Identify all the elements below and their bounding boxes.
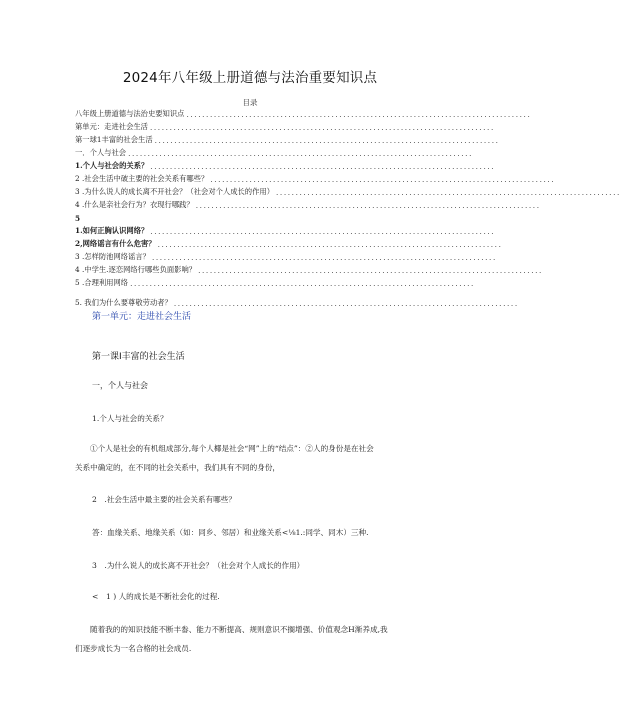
unit-heading: 第一单元：走进社会生活 — [92, 312, 192, 322]
toc-entry[interactable]: 5 — [75, 214, 81, 223]
toc-entry[interactable]: 2,网络谣言有什么危害？ ........................................................................................ — [75, 239, 503, 249]
toc-leader-dots: ........................................................................................ — [154, 136, 500, 145]
toc-leader-dots: ........................................................................................ — [150, 162, 496, 171]
toc-entry[interactable]: 2 .社会生活中破主要的社会关系有哪些？ ........................................................................................ — [75, 174, 556, 184]
answer-3-cont: 们逐步成长为一名合格的社会成员. — [75, 644, 192, 653]
toc-leader-dots: ........................................................................................ — [195, 201, 541, 210]
toc-entry[interactable]: 1.如何正胸认识网络？ ........................................................................................ — [75, 226, 496, 236]
toc-leader-dots: ........................................................................................ — [149, 123, 495, 132]
toc-entry[interactable]: 4 .什么是亲社会行为？衣现行哪践？ ........................................................................................ — [75, 200, 541, 210]
toc-entry[interactable]: 5 .合理利用网络 ........................................................................................ — [75, 278, 475, 288]
answer-3: 随着我的的知识技能不断丰畚、能力不断提高、规则意识不搁增强、价值观念H渐养成,我 — [90, 625, 388, 634]
toc-entry[interactable]: 第一球1丰富的社会生活 ........................................................................................ — [75, 135, 500, 145]
section-heading: 一，个人与社会 — [92, 381, 148, 390]
toc-leader-dots: ........................................................................................ — [151, 253, 497, 262]
question-1: 1.个人与社会的关系？ — [92, 414, 168, 423]
toc-leader-dots: ........................................................................................ — [276, 188, 621, 197]
question-3: 3 .为什么说人的成长离不开社会？（社会对个人成长的作用） — [92, 561, 305, 570]
toc-entry[interactable]: 3 .怎样防池网络谣言？ ........................................................................................ — [75, 252, 497, 262]
toc-leader-dots: ........................................................................................ — [130, 279, 475, 288]
toc-entry[interactable]: 1.个人与社会的关系？ ........................................................................................ — [75, 161, 496, 171]
lesson-heading: 第一课I丰富的社会生活 — [92, 352, 185, 362]
toc-entry[interactable]: 4 .中学生.逐恋网络行哪些负面影响？ ........................................................................................ — [75, 265, 543, 275]
toc-leader-dots: ........................................................................................ — [198, 266, 543, 275]
toc-entry[interactable]: 八年级上册道德与法治史要知识点 ........................................................................................ — [75, 109, 532, 119]
document-title: 2024年八年级上册道德与法治重要知识点 — [122, 70, 378, 86]
toc-entry[interactable]: 一．个人与社会 ........................................................................................ — [75, 148, 473, 158]
question-2: 2 .社会生活中最主要的社会关系有哪些？ — [92, 495, 236, 504]
toc-leader-dots: ........................................................................................ — [210, 175, 556, 184]
toc-leader-dots: ........................................................................................ — [157, 240, 503, 249]
answer-1: ①个人是社会的有机组成部分,每个人椰是社会“网”上的“结点”：②人的身份是在社会 — [90, 444, 374, 453]
toc-leader-dots: ........................................................................................ — [150, 227, 496, 236]
toc-entry[interactable]: 第单元：走进社会生活 ........................................................................................ — [75, 122, 495, 132]
toc-leader-dots: ........................................................................................ — [173, 299, 519, 308]
answer-1-cont: 关系中确定的，在不同的社会关系中，我们具有不同的身份， — [75, 463, 281, 472]
toc-leader-dots: ........................................................................................ — [186, 110, 532, 119]
question-3-sub: < 1 ) 人的成长是不断社会化的过程. — [92, 592, 220, 601]
toc-heading: 目录 — [242, 98, 258, 107]
toc-entry[interactable]: 5. 我们为什么要尊敬劳动者？ ........................................................................................ — [75, 298, 519, 308]
toc-leader-dots: ........................................................................................ — [128, 149, 473, 158]
answer-2: 答：血缘关系、地缘关系（如：同乡、邻居）和业缘关系<⅛1.:同学、同木）三种. — [92, 528, 369, 537]
toc-entry[interactable]: 3 .为什么说人的成长离不开社会？（社会对个人成长的作用） ........................................................................................ — [75, 187, 621, 197]
